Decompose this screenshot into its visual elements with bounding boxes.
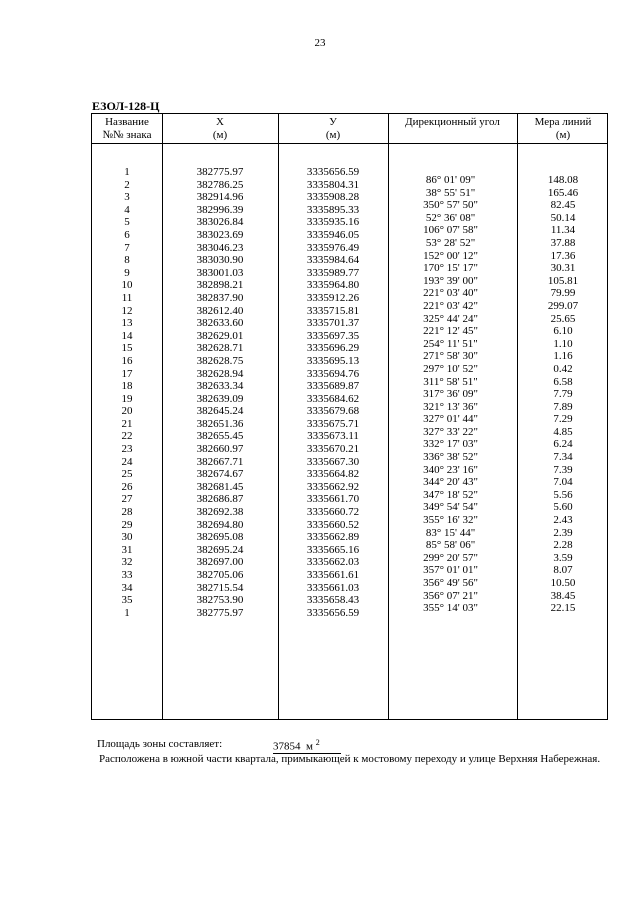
point-number-cell: 1 [124, 166, 130, 178]
x-coordinate-cell: 382695.08 [196, 531, 244, 544]
point-number-cell: 18 [121, 380, 133, 393]
line-measure-cell: 8.07 [553, 564, 573, 577]
x-coordinate-cell: 382628.75 [196, 354, 244, 367]
point-number-cell: 7 [124, 241, 130, 254]
y-coordinate-cell: 3335895.33 [306, 203, 360, 216]
direction-angle-cell: 221° 03' 40" [423, 287, 478, 300]
point-number-cell: 28 [121, 506, 133, 519]
line-measure-cell: 2.43 [553, 514, 573, 527]
direction-angle-cell: 355° 16' 32" [423, 514, 478, 527]
line-measure-cell: 30.31 [550, 262, 576, 275]
y-coordinate-cell: 3335696.29 [306, 342, 360, 355]
line-measure-cell: 37.88 [550, 236, 576, 249]
x-coordinate-cell: 383001.03 [196, 266, 244, 279]
x-coordinate-cell: 382694.80 [196, 518, 244, 531]
x-coordinate-cell: 382705.06 [196, 569, 244, 581]
header-measure: Мера линий (м) [534, 116, 592, 141]
direction-angle-cell: 344° 20' 43" [423, 476, 478, 489]
y-coordinate-cell: 3335662.89 [306, 531, 360, 544]
line-measure-cell: 7.29 [553, 413, 573, 426]
x-coordinate-cell: 382786.25 [196, 178, 244, 191]
line-measure-cell: 7.04 [553, 476, 573, 489]
direction-angle-cell: 327° 33' 22" [423, 425, 478, 438]
point-number-cell: 13 [121, 317, 133, 330]
line-measure-cell: 38.45 [550, 589, 576, 602]
area-line [97, 738, 320, 753]
x-coordinate-cell: 382914.96 [196, 191, 244, 204]
direction-angle-cell: 349° 54' 54" [423, 501, 478, 514]
direction-angle-cell: 356° 49' 56" [423, 577, 478, 589]
direction-angle-cell: 336° 38' 52" [423, 451, 478, 464]
direction-angle-column [388, 174, 513, 615]
x-coordinate-cell: 382898.21 [196, 279, 244, 292]
direction-angle-cell: 317° 36' 09" [423, 388, 478, 401]
y-coordinate-cell: 3335695.13 [306, 354, 360, 367]
direction-angle-cell: 221° 03' 42" [423, 299, 478, 312]
x-coordinate-cell: 382681.45 [196, 480, 244, 493]
y-coordinate-cell: 3335665.16 [306, 543, 360, 556]
y-coordinate-cell: 3335984.64 [306, 254, 360, 267]
direction-angle-cell: 332° 17' 03" [423, 438, 478, 451]
line-measure-cell: 165.46 [547, 186, 579, 199]
direction-angle-cell: 357° 01' 01" [423, 564, 478, 577]
line-measure-cell: 5.56 [553, 488, 573, 501]
x-coordinate-cell: 382837.90 [196, 291, 244, 304]
point-number-cell: 27 [121, 493, 133, 506]
line-measure-cell: 7.89 [553, 400, 573, 413]
y-coordinate-cell: 3335946.05 [306, 228, 360, 241]
line-measure-cell: 25.65 [550, 312, 576, 325]
direction-angle-cell: 53° 28' 52" [425, 236, 476, 249]
y-coordinate-column [278, 166, 388, 619]
direction-angle-cell: 356° 07' 21" [423, 589, 478, 602]
direction-angle-cell: 355° 14' 03" [423, 602, 478, 615]
y-coordinate-cell: 3335679.68 [306, 405, 360, 418]
x-coordinate-cell: 382628.71 [196, 342, 244, 355]
point-number-cell: 29 [121, 518, 133, 531]
y-coordinate-cell: 3335673.11 [307, 430, 359, 443]
x-coordinate-cell: 382633.60 [196, 317, 244, 330]
y-coordinate-cell: 3335715.81 [306, 304, 360, 317]
line-measure-cell: 7.34 [553, 451, 573, 464]
x-coordinate-cell: 382639.09 [196, 392, 244, 405]
x-coordinate-cell: 382633.34 [196, 380, 244, 393]
x-coordinate-cell: 382692.38 [196, 506, 244, 519]
x-coordinate-cell: 382775.97 [196, 166, 244, 178]
point-number-cell: 35 [121, 594, 133, 607]
line-measure-cell: 7.79 [553, 388, 573, 401]
line-measure-cell: 3.59 [553, 551, 573, 564]
zone-description: Расположена в южной части квартала, примыкающей к мостовому переходу и улице Верхняя Набережная. [99, 753, 601, 765]
y-coordinate-cell: 3335908.28 [306, 191, 360, 204]
line-measure-cell: 1.16 [553, 350, 573, 363]
y-coordinate-cell: 3335701.37 [306, 317, 360, 330]
line-measure-cell: 299.07 [547, 299, 579, 312]
x-coordinate-cell: 382775.97 [196, 606, 244, 619]
area-label: Площадь зоны составляет: [97, 738, 223, 750]
point-number-cell: 22 [121, 430, 133, 443]
direction-angle-cell: 347° 18' 52" [423, 488, 478, 501]
line-measure-cell: 105.81 [547, 274, 579, 287]
x-coordinate-cell: 383023.69 [196, 228, 244, 241]
line-measure-cell: 17.36 [550, 249, 576, 262]
line-measure-cell: 6.58 [553, 375, 573, 388]
header-divider [92, 143, 607, 144]
direction-angle-cell: 85° 58' 06" [425, 539, 476, 552]
x-coordinate-cell: 382996.39 [196, 203, 244, 216]
y-coordinate-cell: 3335964.80 [306, 279, 360, 292]
point-number-cell: 5 [124, 216, 130, 229]
direction-angle-cell: 321° 13' 36" [423, 400, 478, 413]
x-coordinate-cell: 382686.87 [196, 493, 244, 506]
point-number-cell: 23 [121, 443, 133, 456]
x-coordinate-cell: 382697.00 [196, 556, 244, 569]
direction-angle-cell: 271° 58' 30" [423, 350, 478, 363]
point-number-cell: 9 [124, 266, 130, 279]
line-measure-cell: 4.85 [553, 425, 573, 438]
point-number-cell: 12 [121, 304, 133, 317]
y-coordinate-cell: 3335661.70 [306, 493, 360, 506]
line-measure-cell: 2.28 [553, 539, 573, 552]
direction-angle-cell: 221° 12' 45" [423, 325, 478, 338]
direction-angle-cell: 254° 11' 51" [423, 337, 478, 350]
point-number-cell: 15 [121, 342, 133, 355]
y-coordinate-cell: 3335658.43 [306, 594, 360, 607]
y-coordinate-cell: 3335662.92 [306, 480, 360, 493]
point-number-cell: 33 [121, 569, 133, 581]
line-measure-cell: 7.39 [553, 463, 573, 476]
point-number-cell: 3 [124, 191, 130, 204]
y-coordinate-cell: 3335667.30 [306, 455, 360, 468]
page-number: 23 [314, 37, 326, 49]
x-coordinate-cell: 382667.71 [196, 455, 244, 468]
point-number-cell: 11 [121, 291, 133, 304]
y-coordinate-cell: 3335661.61 [306, 569, 360, 581]
area-value: 37854 м $^2$ [273, 738, 341, 754]
y-coordinate-cell: 3335697.35 [306, 329, 360, 342]
y-coordinate-cell: 3335660.72 [306, 506, 360, 519]
line-measure-cell: 79.99 [550, 287, 576, 300]
y-coordinate-cell: 3335662.03 [306, 556, 360, 569]
point-number-cell: 31 [121, 543, 133, 556]
direction-angle-cell: 350° 57' 50" [423, 199, 478, 212]
direction-angle-cell: 152° 00' 12" [423, 249, 478, 262]
point-number-cell: 6 [124, 228, 130, 241]
zone-title: ЕЗОЛ-128-Ц [92, 99, 160, 113]
y-coordinate-cell: 3335912.26 [306, 291, 360, 304]
x-coordinate-cell: 382695.24 [196, 543, 244, 556]
line-measure-cell: 22.15 [550, 602, 576, 615]
y-coordinate-cell: 3335661.03 [306, 581, 360, 594]
direction-angle-cell: 327° 01' 44" [423, 413, 478, 426]
line-measure-cell: 2.39 [553, 526, 573, 539]
point-number-cell: 21 [121, 417, 133, 430]
line-measure-cell: 6.24 [553, 438, 573, 451]
y-coordinate-cell: 3335684.62 [306, 392, 360, 405]
point-number-cell: 4 [124, 203, 130, 216]
header-y: У (м) [325, 116, 341, 141]
line-measure-cell: 5.60 [553, 501, 573, 514]
direction-angle-cell: 299° 20' 57" [423, 551, 478, 564]
x-coordinate-cell: 382753.90 [196, 594, 244, 607]
point-number-cell: 25 [121, 468, 133, 481]
x-coordinate-column [162, 166, 278, 619]
point-number-cell: 17 [121, 367, 133, 380]
y-coordinate-cell: 3335660.52 [306, 518, 360, 531]
x-coordinate-cell: 382628.94 [196, 367, 244, 380]
line-measure-cell: 82.45 [550, 199, 576, 212]
y-coordinate-cell: 3335656.59 [306, 166, 360, 178]
y-coordinate-cell: 3335935.16 [306, 216, 360, 229]
y-coordinate-cell: 3335664.82 [306, 468, 360, 481]
x-coordinate-cell: 382651.36 [196, 417, 244, 430]
y-coordinate-cell: 3335689.87 [306, 380, 360, 393]
direction-angle-cell: 297° 10' 52" [423, 362, 478, 375]
point-number-cell: 16 [121, 354, 133, 367]
y-coordinate-cell: 3335694.76 [306, 367, 360, 380]
point-number-cell: 1 [124, 606, 130, 619]
point-number-cell: 20 [121, 405, 133, 418]
point-number-cell: 24 [121, 455, 133, 468]
direction-angle-cell: 38° 55' 51" [425, 186, 476, 199]
point-number-cell: 32 [121, 556, 133, 569]
y-coordinate-cell: 3335670.21 [306, 443, 360, 456]
direction-angle-cell: 193° 39' 00" [423, 274, 478, 287]
line-measure-cell: 6.10 [553, 325, 573, 338]
x-coordinate-cell: 383030.90 [196, 254, 244, 267]
point-number-column [92, 166, 162, 619]
direction-angle-cell: 311° 58' 51" [423, 375, 478, 388]
y-coordinate-cell: 3335976.49 [306, 241, 360, 254]
x-coordinate-cell: 382629.01 [196, 329, 244, 342]
x-coordinate-cell: 382612.40 [196, 304, 244, 317]
y-coordinate-cell: 3335656.59 [306, 606, 360, 619]
x-coordinate-cell: 382674.67 [196, 468, 244, 481]
direction-angle-cell: 170° 15' 17" [423, 262, 478, 275]
y-coordinate-cell: 3335675.71 [306, 417, 360, 430]
direction-angle-cell: 52° 36' 08" [425, 211, 476, 224]
header-name: Название №№ знака [102, 116, 152, 141]
line-measure-column [517, 174, 609, 615]
coordinates-table [91, 113, 608, 720]
direction-angle-cell: 340° 23' 16" [423, 463, 478, 476]
point-number-cell: 8 [124, 254, 130, 267]
point-number-cell: 2 [124, 178, 130, 191]
x-coordinate-cell: 382715.54 [196, 581, 244, 594]
x-coordinate-cell: 383046.23 [196, 241, 244, 254]
y-coordinate-cell: 3335989.77 [306, 266, 360, 279]
point-number-cell: 19 [121, 392, 133, 405]
x-coordinate-cell: 382660.97 [196, 443, 244, 456]
line-measure-cell: 1.10 [553, 337, 573, 350]
direction-angle-cell: 325° 44' 24" [423, 312, 478, 325]
point-number-cell: 34 [121, 581, 133, 594]
header-x: Х (м) [212, 116, 228, 141]
header-angle: Дирекционный угол [405, 116, 500, 128]
line-measure-cell: 0.42 [553, 362, 573, 375]
point-number-cell: 30 [121, 531, 133, 544]
point-number-cell: 14 [121, 329, 133, 342]
x-coordinate-cell: 382645.24 [196, 405, 244, 418]
point-number-cell: 26 [121, 480, 133, 493]
point-number-cell: 10 [121, 279, 133, 292]
x-coordinate-cell: 383026.84 [196, 216, 244, 229]
direction-angle-cell: 86° 01' 09" [425, 174, 476, 186]
line-measure-cell: 50.14 [550, 211, 576, 224]
y-coordinate-cell: 3335804.31 [306, 178, 360, 191]
direction-angle-cell: 83° 15' 44" [425, 526, 476, 539]
line-measure-cell: 148.08 [547, 174, 579, 186]
x-coordinate-cell: 382655.45 [196, 430, 244, 443]
direction-angle-cell: 106° 07' 58" [423, 224, 478, 237]
line-measure-cell: 10.50 [550, 577, 576, 589]
line-measure-cell: 11.34 [550, 224, 576, 237]
